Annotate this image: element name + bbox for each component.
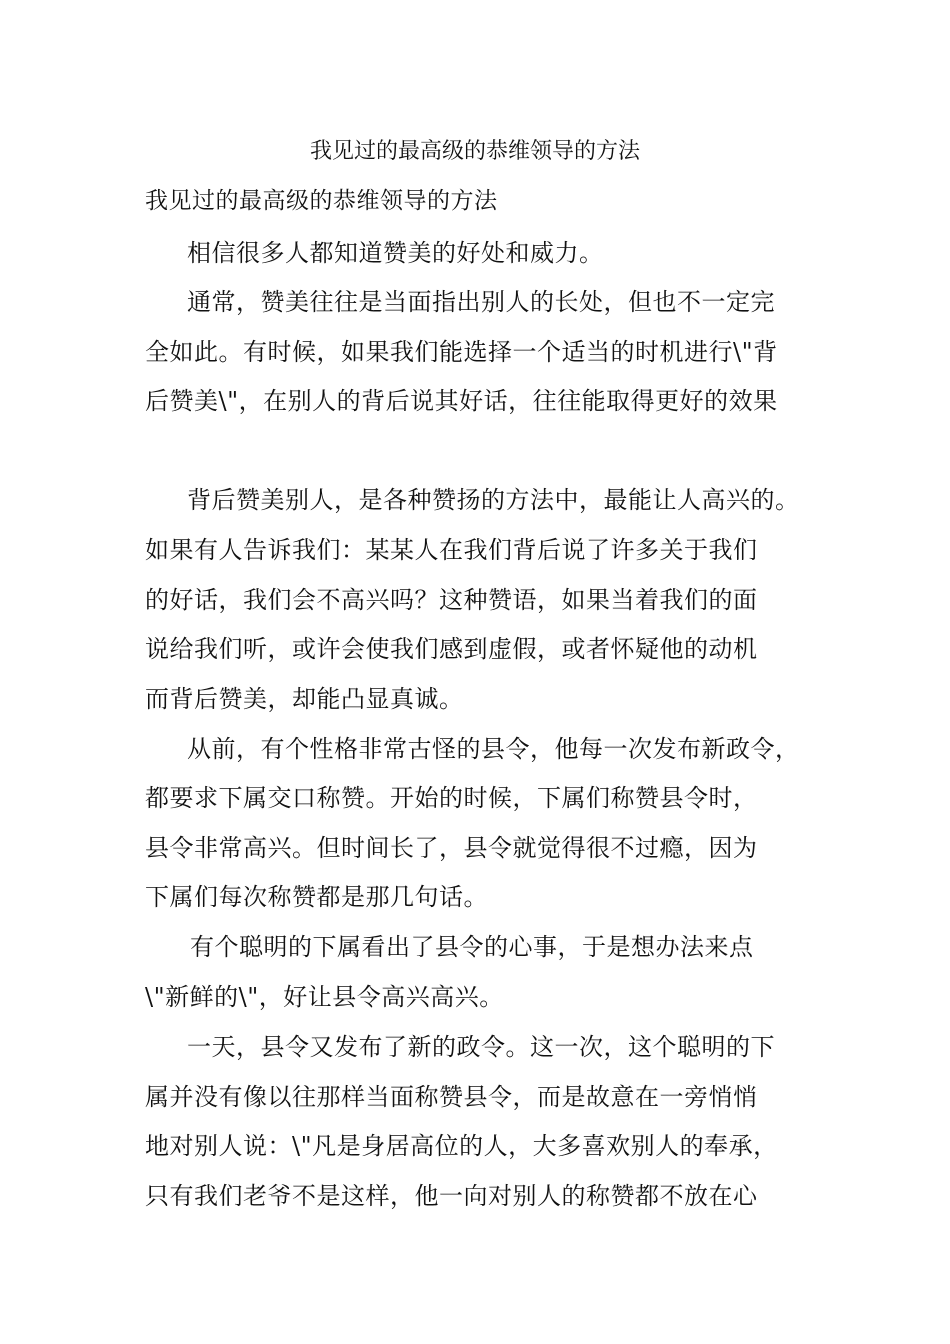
text-line: 都要求下属交口称赞。开始的时候，下属们称赞县令时， (145, 784, 758, 812)
text-line: 属并没有像以往那样当面称赞县令，而是故意在一旁悄悄 (145, 1083, 758, 1111)
text-line: 的好话，我们会不高兴吗？这种赞语，如果当着我们的面 (145, 586, 758, 614)
text-line: 如果有人告诉我们：某某人在我们背后说了许多关于我们 (145, 536, 758, 564)
text-line: 说给我们听，或许会使我们感到虚假，或者怀疑他的动机 (145, 635, 758, 663)
text-line: 从前，有个性格非常古怪的县令，他每一次发布新政令， (187, 735, 800, 763)
document-title: 我见过的最高级的恭维领导的方法 (309, 139, 640, 164)
text-line: 有个聪明的下属看出了县令的心事，于是想办法来点 (190, 933, 754, 961)
text-line: 通常，赞美往往是当面指出别人的长处，但也不一定完 (187, 288, 775, 316)
text-line: 下属们每次称赞都是那几句话。 (145, 883, 488, 911)
text-line: 后赞美\"，在别人的背后说其好话，往往能取得更好的效果 (145, 387, 778, 415)
text-line: 背后赞美别人，是各种赞扬的方法中，最能让人高兴的。 (187, 486, 800, 514)
document-subtitle: 我见过的最高级的恭维领导的方法 (145, 188, 498, 214)
text-line: 全如此。有时候，如果我们能选择一个适当的时机进行\"背 (145, 338, 778, 366)
text-line: 地对别人说：\"凡是身居高位的人，大多喜欢别人的奉承， (145, 1132, 778, 1160)
text-line: 县令非常高兴。但时间长了，县令就觉得很不过瘾，因为 (145, 834, 758, 862)
text-line: 一天，县令又发布了新的政令。这一次，这个聪明的下 (187, 1033, 775, 1061)
text-line: 相信很多人都知道赞美的好处和威力。 (187, 239, 604, 267)
text-line: \"新鲜的\"，好让县令高兴高兴。 (145, 983, 504, 1011)
text-line: 而背后赞美，却能凸显真诚。 (145, 685, 464, 713)
text-line: 只有我们老爷不是这样，他一向对别人的称赞都不放在心 (145, 1182, 758, 1210)
